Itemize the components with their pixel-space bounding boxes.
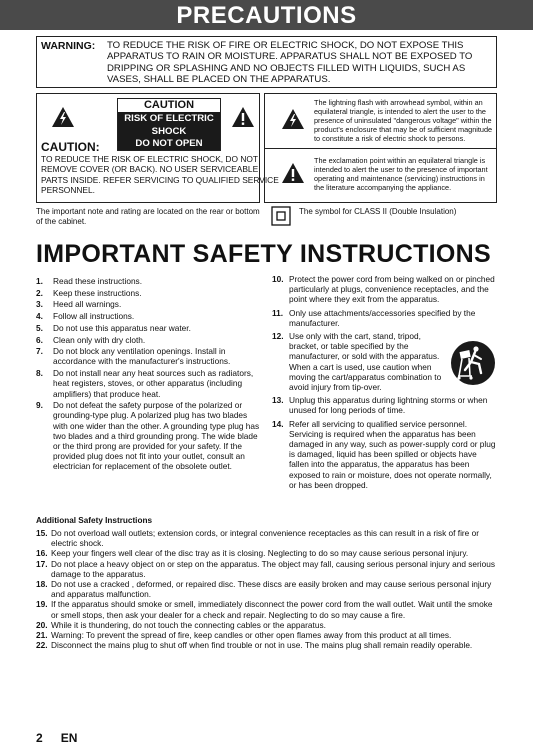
list-item-text: Do not use this apparatus near water. xyxy=(53,322,191,333)
list-item-number: 4. xyxy=(36,311,43,322)
list-item xyxy=(272,308,498,328)
list-item-number: 12. xyxy=(272,331,284,342)
list-item-text: Keep your fingers well clear of the disc tray as it is closing. Neglecting to do so may cause serious personal injury. xyxy=(51,548,469,559)
list-item-number: 9. xyxy=(36,400,43,411)
list-item-text: Warning: To prevent the spread of fire, keep candles or other open flames away from this product at all times. xyxy=(51,630,452,641)
list-item xyxy=(36,620,496,630)
safety-instructions-title: IMPORTANT SAFETY INSTRUCTIONS xyxy=(36,240,492,268)
lightning-warning-icon xyxy=(281,108,305,130)
caution-label xyxy=(117,98,221,151)
list-item-text: If the apparatus should smoke or smell, immediately disconnect the power cord from the wall outlet. Wait until the smoke or smell stops, then ask your dealer for a check and repair. Neglecting to do so may cause a fire. xyxy=(51,599,493,620)
list-item-number: 7. xyxy=(36,346,43,357)
list-item-text: Unplug this apparatus during lightning storms or when unused for long periods of time. xyxy=(289,395,488,416)
list-item-number: 8. xyxy=(36,368,43,379)
caution-label-line1: RISK OF ELECTRIC SHOCK xyxy=(124,113,214,137)
list-item xyxy=(36,548,496,558)
list-item xyxy=(36,630,496,640)
list-item-text: Keep these instructions. xyxy=(53,287,142,298)
lightning-warning-icon xyxy=(51,106,75,128)
list-item-number: 14. xyxy=(272,418,284,429)
list-item-number: 1. xyxy=(36,276,43,286)
list-item-text: Heed all warnings. xyxy=(53,299,122,310)
additional-safety-list xyxy=(36,528,496,650)
symbol-explanation-box xyxy=(264,93,497,203)
list-item-number: 21. xyxy=(36,630,48,641)
list-item-number: 6. xyxy=(36,334,43,345)
list-item xyxy=(36,599,496,619)
list-item-number: 19. xyxy=(36,599,48,610)
class-ii-double-insulation-icon xyxy=(271,206,291,226)
additional-safety-title: Additional Safety Instructions xyxy=(36,516,153,525)
divider xyxy=(265,148,496,149)
warning-box xyxy=(36,36,497,88)
page-title-banner xyxy=(0,0,533,30)
list-item-text: Read these instructions. xyxy=(53,276,143,286)
rating-note: The important note and rating are located on the rear or bottom of the cabinet. xyxy=(36,207,260,226)
list-item xyxy=(36,311,262,321)
list-item-number: 15. xyxy=(36,528,48,538)
list-item-text: Refer all servicing to qualified service personnel. Servicing is required when the apparatus has been damaged in any way, such as power-supply cord or plug is damaged, liquid has been spilled or objects have fallen into the apparatus, the apparatus has been exposed to rain or moisture, does not operate normally, or has been dropped. xyxy=(289,418,496,490)
list-item xyxy=(272,419,498,490)
language-code: EN xyxy=(60,731,78,745)
list-item-number: 17. xyxy=(36,558,48,569)
list-item xyxy=(36,288,262,298)
exclamation-warning-icon xyxy=(231,106,255,128)
list-item xyxy=(36,299,262,309)
list-item-number: 16. xyxy=(36,548,48,559)
instructions-left-column xyxy=(36,276,262,473)
list-item-text: Protect the power cord from being walked on or pinched particularly at plugs, convenience receptacles, and the point where they exit from the apparatus. xyxy=(289,274,495,305)
caution-label-line2: DO NOT OPEN xyxy=(135,138,203,149)
exclamation-symbol-text: The exclamation point within an equilateral triangle is intended to alert the user to the presence of important operating and maintenance (servicing) instructions in the literature accompanying the appliance. xyxy=(314,156,488,193)
list-item-text: Use only with the cart, stand, tripod, bracket, or table specified by the manufacturer, or sold with the apparatus. When a cart is used, use caution when moving the cart/apparatus combination to avoid injury from tip-over. xyxy=(289,331,442,393)
warning-label: WARNING: xyxy=(41,40,96,52)
list-item xyxy=(272,274,498,305)
list-item xyxy=(36,640,496,650)
list-item xyxy=(272,395,498,415)
list-item xyxy=(36,368,262,399)
list-item-number: 13. xyxy=(272,395,284,406)
list-item-number: 10. xyxy=(272,274,284,284)
list-item xyxy=(36,335,262,345)
list-item xyxy=(36,559,496,579)
list-item-text: Only use attachments/accessories specified by the manufacturer. xyxy=(289,307,476,328)
list-item-text: Do not defeat the safety purpose of the polarized or grounding-type plug. A polarized plug has two blades with one wider than the other. A grounding type plug has two blades and a third grounding prong. The wide blade or the third prong are provided for your safety. If the provided plug does not fit into your outlet, consult an electrician for replacement of the obsolete outlet. xyxy=(53,400,260,472)
list-item-number: 11. xyxy=(272,307,284,318)
list-item-number: 2. xyxy=(36,287,43,298)
list-item xyxy=(36,400,262,471)
class2-note: The symbol for CLASS II (Double Insulation) xyxy=(299,207,457,216)
list-item xyxy=(36,579,496,599)
list-item-number: 20. xyxy=(36,619,48,630)
warning-text: TO REDUCE THE RISK OF FIRE OR ELECTRIC SHOCK, DO NOT EXPOSE THIS APPARATUS TO RAIN OR MOISTURE. APPARATUS SHALL NOT BE EXPOSED TO DRIPPING OR SPLASHING AND NO OBJECTS FILLED WITH LIQUIDS, SUCH AS VASES, SHALL BE PLACED ON THE APPARATUS. xyxy=(107,40,473,86)
list-item xyxy=(36,276,262,286)
list-item-text: Clean only with dry cloth. xyxy=(53,334,146,345)
cart-tipover-warning-icon xyxy=(450,340,496,386)
page-title: PRECAUTIONS xyxy=(176,2,357,29)
caution-box xyxy=(36,93,279,203)
list-item-number: 22. xyxy=(36,640,48,651)
list-item xyxy=(36,323,262,333)
list-item-text: Do not place a heavy object on or step on the apparatus. The object may fall, causing serious personal injury and serious damage to the apparatus. xyxy=(51,558,495,579)
list-item xyxy=(36,528,496,548)
list-item-text: Do not use a cracked , deformed, or repaired disc. These discs are easily broken and may cause serious personal injury and apparatus malfunction. xyxy=(51,579,492,600)
list-item xyxy=(36,346,262,366)
exclamation-warning-icon xyxy=(281,162,305,184)
page-number: 2 xyxy=(36,731,43,745)
list-item-text: Do not overload wall outlets; extension cords, or integral convenience receptacles as this can result in a risk of fire or electric shock. xyxy=(51,528,479,549)
list-item-number: 5. xyxy=(36,322,43,333)
list-item-text: Disconnect the mains plug to shut off when find trouble or not in use. The mains plug shall remain readily operable. xyxy=(51,640,473,651)
caution-label-title: CAUTION xyxy=(143,99,195,111)
caution-label-dark xyxy=(118,112,220,150)
list-item-text: While it is thundering, do not touch the connecting cables or the apparatus. xyxy=(51,619,326,630)
list-item-number: 3. xyxy=(36,299,43,310)
lightning-symbol-text: The lightning flash with arrowhead symbol, within an equilateral triangle, is intended to alert the user to the presence of uninsulated "dangerous voltage" within the product's enclosure that may be of sufficient magnitude to constitute a risk of electric shock to persons. xyxy=(314,98,493,144)
page-footer xyxy=(36,731,77,745)
caution-heading: CAUTION: xyxy=(41,140,100,154)
caution-text: TO REDUCE THE RISK OF ELECTRIC SHOCK, DO NOT REMOVE COVER (OR BACK). NO USER SERVICEABLE PARTS INSIDE. REFER SERVICING TO QUALIFIED SERVICE PERSONNEL. xyxy=(41,154,279,196)
list-item-text: Follow all instructions. xyxy=(53,311,135,322)
list-item-number: 18. xyxy=(36,579,48,590)
list-item-text: Do not block any ventilation openings. Install in accordance with the manufacturer's instructions. xyxy=(53,346,231,367)
list-item-text: Do not install near any heat sources such as radiators, heat registers, stoves, or other apparatus (including amplifiers) that produce heat. xyxy=(53,368,254,399)
